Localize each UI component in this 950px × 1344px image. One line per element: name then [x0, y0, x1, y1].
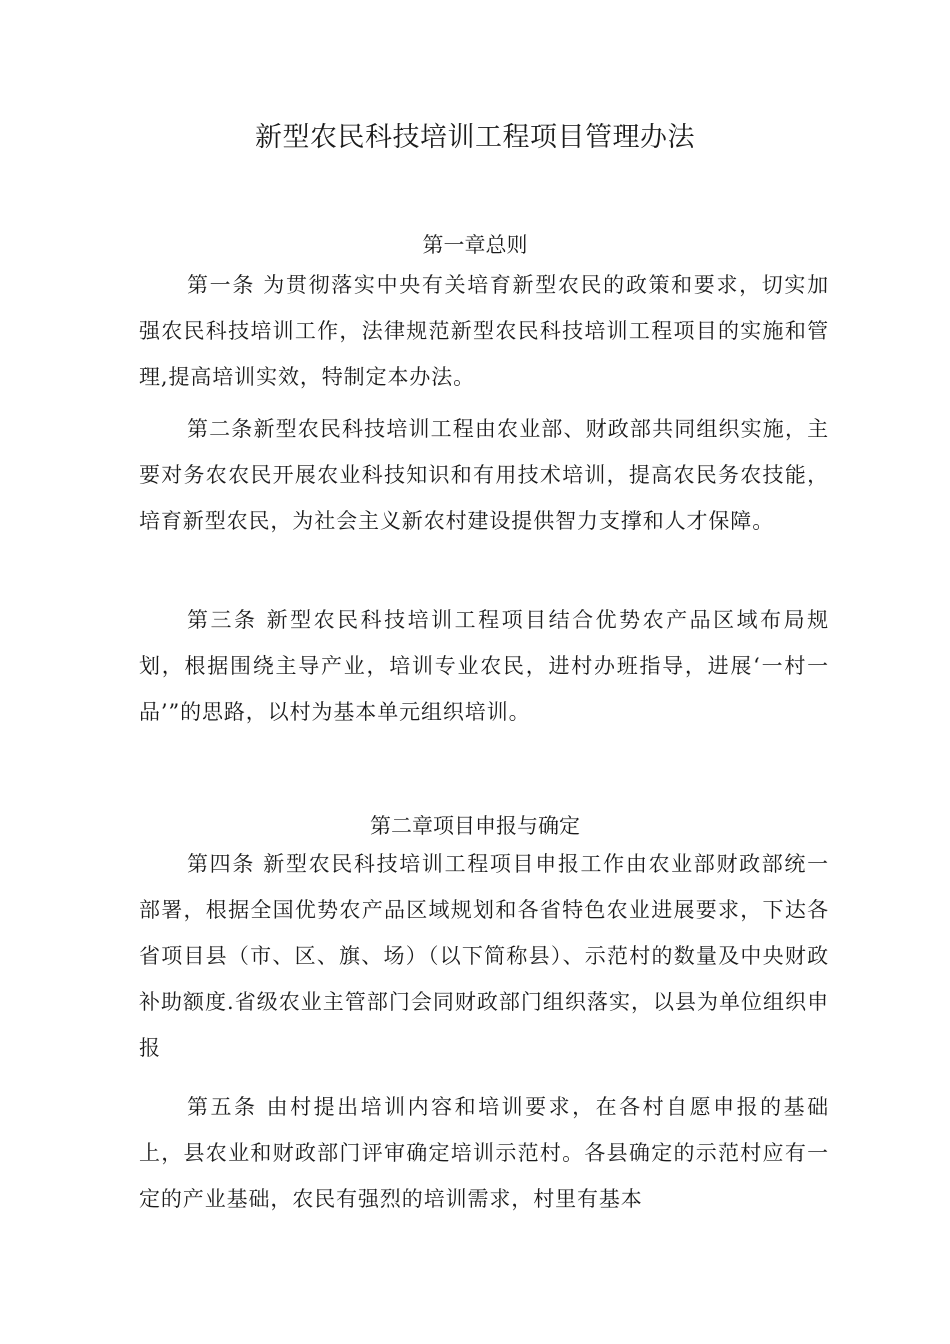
chapter-1-heading: 第一章总则: [422, 233, 528, 257]
chapter-2-heading: 第二章项目申报与确定: [370, 814, 580, 838]
article-4: 第四条 新型农民科技培训工程项目申报工作由农业部财政部统一部署，根据全国优势农产品区域规划和各省特色农业进展要求，下达各省项目县（市、区、旗、场）（以下简称县）、示范村的数量及中央财政补助额度.省级农业主管部门会同财政部门组织落实，以县为单位组织申报: [139, 852, 829, 1060]
article-1: 第一条 为贯彻落实中央有关培育新型农民的政策和要求，切实加强农民科技培训工作，法律规范新型农民科技培训工程项目的实施和管理,提高培训实效，特制定本办法。: [139, 273, 829, 389]
article-2: 第二条新型农民科技培训工程由农业部、财政部共同组织实施，主要对务农农民开展农业科技知识和有用技术培训，提高农民务农技能，培育新型农民，为社会主义新农村建设提供智力支撑和人才保障。: [139, 417, 829, 533]
article-5: 第五条 由村提出培训内容和培训要求，在各村自愿申报的基础上，县农业和财政部门评审确定培训示范村。各县确定的示范村应有一定的产业基础，农民有强烈的培训需求，村里有基本: [139, 1095, 829, 1211]
article-3: 第三条 新型农民科技培训工程项目结合优势农产品区域布局规划，根据围绕主导产业，培训专业农民，进村办班指导，进展‘一村一品’”的思路，以村为基本单元组织培训。: [139, 608, 829, 724]
document-title: 新型农民科技培训工程项目管理办法: [255, 122, 695, 153]
